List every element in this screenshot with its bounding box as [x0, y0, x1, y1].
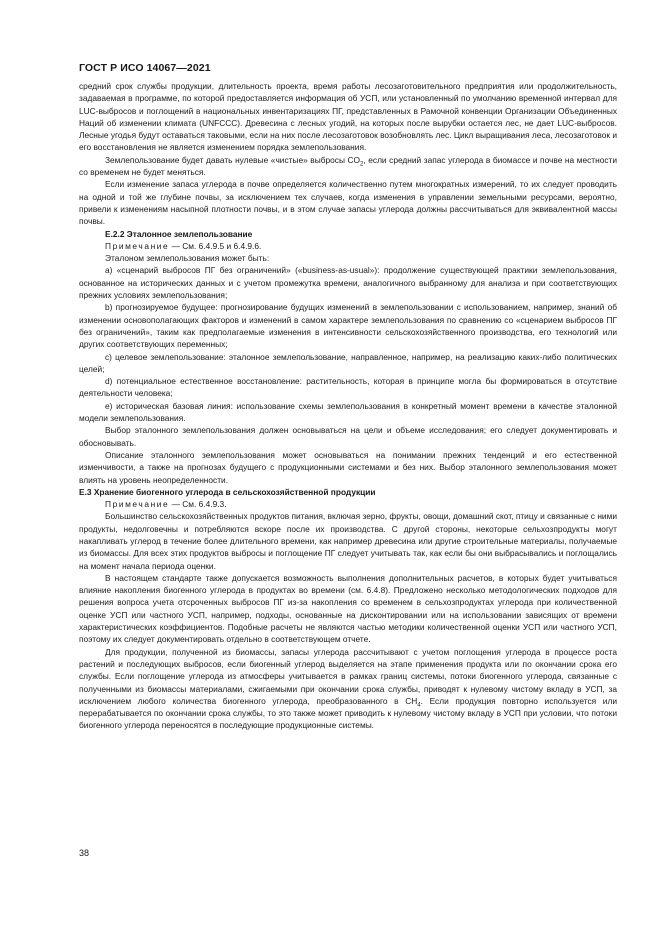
note-text: — См. 6.4.9.5 и 6.4.9.6. — [169, 240, 262, 251]
list-item-c: с) целевое землепользование: эталонное землепользование, направленное, например, на реализацию каких-либо политических целей; — [79, 351, 617, 374]
list-item-e: е) историческая базовая линия: использование схемы землепользования в конкретный момент времени в качестве эталонной модели землепользования. — [79, 400, 617, 424]
paragraph-description: Описание эталонного землепользования может основываться на понимании прежних тенденций и его естественной изменчивости, а также на прогнозах будущего с продукционными системами и без них. Выбор эталонного землепользования может влиять на уровень неопределенности. — [79, 449, 617, 485]
paragraph-agri-products: Большинство сельскохозяйственных продуктов питания, включая зерно, фрукты, овощи, домашний скот, птицу и связанные с ними продукты, недолговечны и потребляются вскоре после их производства. С другой стороны, некоторые сельхозпродукты могут накапливать углерод в течение более длительного времени, как например древесина или другие строительные материалы, получаемые из биомассы. Для всех этих продуктов выбросы и поглощение ПГ следует учитывать так, как если бы они выбрасывались и поглощались на момент начала периода оценки. — [79, 511, 617, 571]
paragraph-continued: средний срок службы продукции, длительность проекта, время работы лесозаготовительного предприятия или продолжительность, задаваемая в программе, по которой предоставляется информация об УСП, или установленный по умолчанию временной интервал для LUC-выбросов и поглощений в национальных инвентаризациях ПГ, представленных в Рамочной конвенции Организации Объединенных Наций об изменении климата (UNFCCC). Древесина с лесных угодий, на которых после вырубки остается лес, не дает LUC-выбросов. Лесные угодья будут оставаться таковыми, если на них после лесозаготовок возобновлять лес. Цикл выращивания леса, лесозаготовок и его восстановления не является изменением порядка землепользования. — [79, 81, 617, 153]
text-part: Для продукции, полученной из биомассы, запасы углерода рассчитывают с учетом поглощения углерода в процессе роста растений и последующих выбросов, если биогенный углерод выделяется на этапе применения продукта или по окончании срока его службы. Если поглощение углерода из атмосферы учитывается в рамках границ системы, потоки биогенного углерода, связанные с полученными из биомассы материалами, сжигаемыми при окончании срока службы, приводят к нулевому чистому вкладу в УСП, за исключением любого количества биогенного углерода, преобразованного в CH — [79, 646, 617, 706]
text-part: Землепользование будет давать нулевые «чистые» выбросы CO — [105, 154, 361, 165]
subscript: 4 — [417, 702, 421, 709]
note-label: Примечание — [105, 499, 170, 510]
paragraph-zero-emissions — [79, 154, 617, 179]
paragraph-additional-calc: В настоящем стандарте также допускается возможность выполнения дополнительных расчетов, в которых будет учитываться влияние накопления биогенного углерода в продуктах во времени (см. 6.4.8). Предложено несколько методологических подходов для решения вопроса учета отсроченных выбросов ПГ из-за накопления со временем в сельхозпродуктах углерода при количественной оценке УСП или частного УСП, например, подходы, основанные на дисконтировании или на использовании зависящих от времени характеристических коэффициентов. Подобные расчеты не являются частью методики количественной оценки УСП или частного УСП, поэтому их следует документировать отдельно в соответствующем отчете. — [79, 572, 617, 645]
note-text: — См. 6.4.9.3. — [169, 499, 227, 510]
paragraph-soil-carbon: Если изменение запаса углерода в почве определяется количественно путем многократных измерений, то их следует проводить на одной и той же глубине почвы, за исключением тех случаев, когда изменения в управлении земельными ресурсами, вероятно, привели к изменениям насыпной плотности почвы, и в этом случае запасы углерода должны рассчитываться для эквивалентной массы почвы. — [79, 179, 617, 227]
list-item-d: d) потенциальное естественное восстановление: растительность, которая в принципе могла бы формироваться в отсутствие деятельности человека; — [79, 376, 617, 399]
subscript: 2 — [360, 161, 364, 168]
note-e3 — [79, 498, 617, 510]
page-content — [79, 80, 617, 732]
note-label: Примечание — [105, 240, 170, 251]
section-heading-e22: Е.2.2 Эталонное землепользование — [105, 228, 253, 239]
paragraph-biomass — [79, 646, 617, 732]
page-number: 38 — [79, 848, 90, 858]
list-item-a: а) «сценарий выбросов ПГ без ограничений» («business-as-usual»): продолжение существующей практики землепользования, основанное на исторических данных и с учетом промежутка времени, аналогичного выбранному для анализа и при соответствующих прежних условиях землепользования; — [79, 265, 617, 301]
document-header: ГОСТ Р ИСО 14067—2021 — [79, 62, 211, 74]
paragraph-intro: Эталоном землепользования может быть: — [105, 253, 270, 264]
list-item-b: b) прогнозируемое будущее: прогнозирование будущих изменений в землепользовании с использованием, например, знаний об изменении основополагающих факторов и изменений в самом характере землепользования по сравнению со «сценарием выбросов ПГ без ограничений», таким как предполагаемые изменения в интенсивности сельскохозяйственного производства, его технологий или других соответствующих переменных; — [79, 302, 617, 350]
text-part: . Если продукция повторно используется или перерабатывается по окончании срока службы, то это также может приводить к нулевому чистому вкладу в УСП при условии, что потоки биогенного углерода переносятся в последующие продукционные системы. — [79, 695, 617, 731]
note-e22 — [79, 240, 617, 252]
text-part: , если средний запас углерода в биомассе и почве на местности со временем не будет меняться. — [79, 154, 617, 178]
section-heading-e3: Е.3 Хранение биогенного углерода в сельскохозяйственной продукции — [79, 486, 376, 497]
paragraph-choice: Выбор эталонного землепользования должен основываться на цели и объеме исследования; его следует документировать и обосновывать. — [79, 425, 617, 448]
